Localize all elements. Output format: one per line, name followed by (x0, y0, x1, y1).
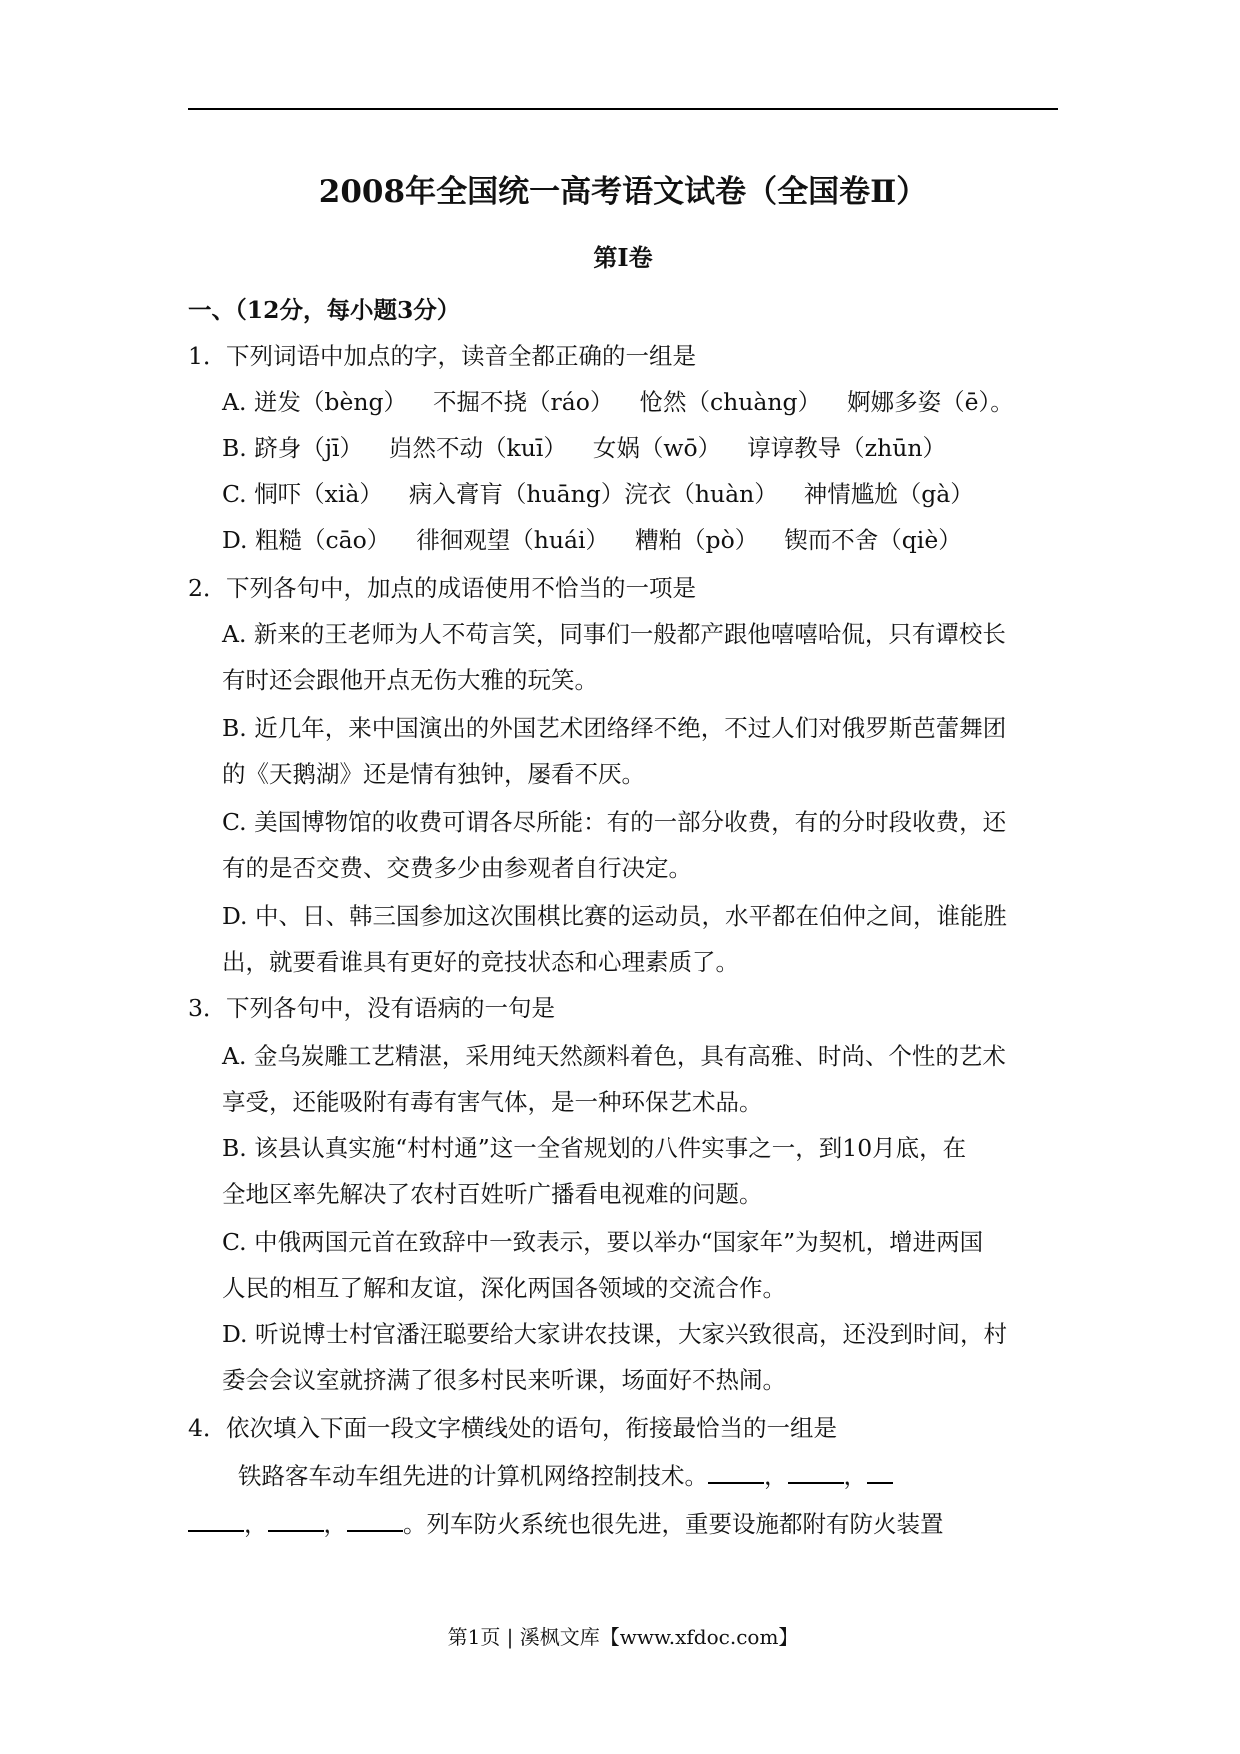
option-item: 怆然（chuàng） (639, 388, 822, 416)
fill-blank (347, 1506, 403, 1532)
q2-option-a-line1: A. 新来的王老师为人不苟言笑，同事们一般都产跟他嘻嘻哈侃，只有谭校长 (222, 620, 1006, 648)
page-title: 2008年全国统一高考语文试卷（全国卷Ⅱ） (318, 174, 928, 210)
question-4 (188, 1408, 837, 1448)
q1-option-c (222, 474, 974, 514)
q2-option-a-line2: 有时还会跟他开点无伤大雅的玩笑。 (222, 666, 598, 694)
option-item: A. 迸发（bèng） (222, 388, 408, 416)
q2-option-d-line2: 出，就要看谁具有更好的竞技状态和心理素质了。 (222, 948, 739, 976)
fill-blank (188, 1506, 244, 1532)
q3-option-b-line2: 全地区率先解决了农村百姓听广播看电视难的问题。 (222, 1180, 763, 1208)
option-item: C. 恫吓（xià） (222, 480, 383, 508)
fill-blank (708, 1458, 764, 1484)
q3-option-a-line2: 享受，还能吸附有毒有害气体，是一种环保艺术品。 (222, 1088, 763, 1116)
question-stem: 下列词语中加点的字，读音全都正确的一组是 (226, 342, 696, 370)
q2-option-b-line1: B. 近几年，来中国演出的外国艺术团络绎不绝，不过人们对俄罗斯芭蕾舞团 (222, 714, 1007, 742)
q3-option-c-line2: 人民的相互了解和友谊，深化两国各领域的交流合作。 (222, 1274, 786, 1302)
passage-text: 铁路客车动车组先进的计算机网络控制技术。 (238, 1462, 708, 1490)
passage-text: 。列车防火系统也很先进，重要设施都附有防火装置 (403, 1510, 944, 1538)
q2-option-c-line2: 有的是否交费、交费多少由参观者自行决定。 (222, 854, 692, 882)
option-item: 女娲（wō） (592, 434, 722, 462)
q2-option-d-line1: D. 中、日、韩三国参加这次围棋比赛的运动员，水平都在伯仲之间，谁能胜 (222, 902, 1007, 930)
option-item: 岿然不动（kuī） (389, 434, 567, 462)
option-item: 不掘不挠（ráo） (433, 388, 614, 416)
q3-option-d-line1: D. 听说博士村官潘汪聪要给大家讲农技课，大家兴致很高，还没到时间，村 (222, 1320, 1007, 1348)
fill-blank (788, 1458, 844, 1484)
q3-option-d-line2: 委会会议室就挤满了很多村民来听课，场面好不热闹。 (222, 1366, 786, 1394)
option-item: 婀娜多姿（ē）。 (847, 388, 1014, 416)
page-footer: 第1页 | 溪枫文库【www.xfdoc.com】 (447, 1625, 799, 1649)
q1-option-d (222, 520, 962, 560)
fill-blank (867, 1458, 893, 1484)
option-item: 锲而不舍（qiè） (784, 526, 962, 554)
option-item: 病入膏肓（huāng）浣衣（huàn） (408, 480, 778, 508)
fill-blank (268, 1506, 324, 1532)
question-number: 1． (188, 342, 227, 370)
passage-comma: ， (843, 1462, 867, 1490)
question-number: 4． (188, 1414, 227, 1442)
q4-passage-line1 (238, 1456, 893, 1496)
q2-option-b-line2: 的《天鹅湖》还是情有独钟，屡看不厌。 (222, 760, 645, 788)
q1-option-b (222, 428, 946, 468)
question-stem: 下列各句中，没有语病的一句是 (226, 994, 555, 1022)
question-1 (188, 336, 696, 376)
question-2 (188, 568, 696, 608)
passage-comma: ， (764, 1462, 788, 1490)
question-stem: 依次填入下面一段文字横线处的语句，衔接最恰当的一组是 (226, 1414, 837, 1442)
q3-option-a-line1: A. 金乌炭雕工艺精湛，采用纯天然颜料着色，具有高雅、时尚、个性的艺术 (222, 1042, 1006, 1070)
option-item: 神情尴尬（gà） (803, 480, 974, 508)
q3-option-b-line1: B. 该县认真实施“村村通”这一全省规划的八件实事之一，到10月底，在 (222, 1134, 967, 1162)
question-3 (188, 988, 555, 1028)
q2-option-c-line1: C. 美国博物馆的收费可谓各尽所能：有的一部分收费，有的分时段收费，还 (222, 808, 1007, 836)
option-item: 徘徊观望（huái） (416, 526, 610, 554)
header-rule (188, 108, 1058, 110)
q1-option-a (222, 382, 1014, 422)
passage-comma: ， (244, 1510, 268, 1538)
section-heading: 一、（12分，每小题3分） (188, 296, 461, 324)
q4-passage-line2 (188, 1504, 944, 1544)
volume-label: 第Ⅰ卷 (593, 243, 653, 272)
option-item: 糟粕（pò） (635, 526, 759, 554)
passage-comma: ， (323, 1510, 347, 1538)
option-item: D. 粗糙（cāo） (222, 526, 391, 554)
option-item: B. 跻身（jī） (222, 434, 364, 462)
q3-option-c-line1: C. 中俄两国元首在致辞中一致表示，要以举办“国家年”为契机，增进两国 (222, 1228, 984, 1256)
question-number: 2． (188, 574, 227, 602)
question-stem: 下列各句中，加点的成语使用不恰当的一项是 (226, 574, 696, 602)
option-item: 谆谆教导（zhūn） (747, 434, 946, 462)
question-number: 3． (188, 994, 227, 1022)
